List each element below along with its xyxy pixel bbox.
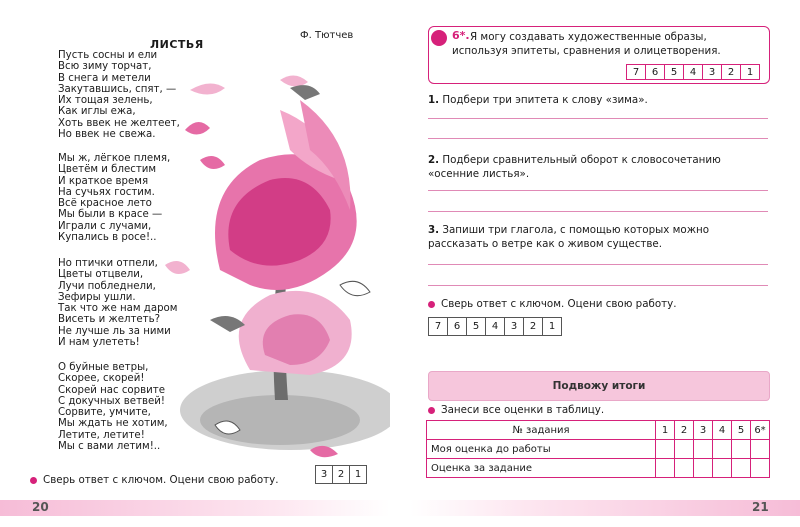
poem-line: Хоть ввек не желтеет, xyxy=(58,117,180,129)
poem-line: Всю зиму торчат, xyxy=(58,61,152,73)
question-number: 2. xyxy=(428,154,440,166)
grade-cell[interactable] xyxy=(732,459,751,478)
self-assessment-scale xyxy=(315,465,367,484)
question-text: Подбери сравнительный оборот к словосочетанию «осенние листья». xyxy=(428,154,721,180)
self-assessment-scale xyxy=(428,317,562,336)
bullet-icon xyxy=(428,407,435,414)
answer-line[interactable] xyxy=(428,211,768,212)
table-header-cell: 5 xyxy=(732,421,751,440)
scale-cell[interactable]: 6 xyxy=(645,64,664,80)
poem-line: Как иглы ежа, xyxy=(58,106,136,118)
table-header-cell: 3 xyxy=(694,421,713,440)
poem-line: Пусть сосны и ели xyxy=(58,50,158,61)
scale-cell[interactable]: 4 xyxy=(485,317,504,336)
poem-line: Сорвите, умчите, xyxy=(58,407,151,419)
question-2 xyxy=(428,153,768,181)
task-text: Я могу создавать художественные образы, используя эпитеты, сравнения и олицетворения. xyxy=(452,31,721,57)
footer-bar-left xyxy=(0,500,390,516)
poem-title: ЛИСТЬЯ xyxy=(150,38,204,51)
poem-line: В снега и метели xyxy=(58,72,151,84)
poem-line: Всё красное лето xyxy=(58,198,152,210)
page-number-left: 20 xyxy=(32,500,49,514)
scale-cell[interactable]: 3 xyxy=(504,317,523,336)
question-text: Подбери три эпитета к слову «зима». xyxy=(442,94,648,106)
summary-header: Подвожу итоги xyxy=(428,371,770,401)
poem-line: О буйные ветры, xyxy=(58,362,149,373)
grade-cell[interactable] xyxy=(732,440,751,459)
question-number: 3. xyxy=(428,224,440,236)
grade-cell[interactable] xyxy=(713,459,732,478)
scale-cell[interactable]: 2 xyxy=(721,64,740,80)
answer-line[interactable] xyxy=(428,190,768,191)
answer-line[interactable] xyxy=(428,118,768,119)
poem-line: Закутавшись, спят, — xyxy=(58,83,177,95)
summary-instruction-text: Занеси все оценки в таблицу. xyxy=(441,404,605,416)
poem-line: Скорей нас сорвите xyxy=(58,384,165,396)
table-header-row xyxy=(427,421,770,440)
poem-line: Лучи побледнели, xyxy=(58,280,156,292)
poem-line: Цветы отцвели, xyxy=(58,269,144,281)
scale-cell[interactable]: 6 xyxy=(447,317,466,336)
check-instruction xyxy=(30,474,279,486)
answer-line[interactable] xyxy=(428,264,768,265)
table-header-cell: 2 xyxy=(675,421,694,440)
poem-line: Но птички отпели, xyxy=(58,258,158,269)
poem-line: Скорее, скорей! xyxy=(58,373,145,385)
poem-line: С докучных ветвей! xyxy=(58,395,165,407)
scale-cell[interactable]: 7 xyxy=(428,317,447,336)
poem-line: Мы ждать не хотим, xyxy=(58,418,168,430)
poem-line: Цветём и блестим xyxy=(58,164,157,176)
scale-cell[interactable]: 2 xyxy=(332,465,349,484)
poem-line: Висеть и желтеть? xyxy=(58,314,161,326)
table-row xyxy=(427,459,770,478)
task-number: 6*. xyxy=(452,29,470,42)
table-header-cell: 4 xyxy=(713,421,732,440)
table-row-label: Оценка за задание xyxy=(427,459,656,478)
poem-line: Мы были в красе — xyxy=(58,209,163,221)
answer-line[interactable] xyxy=(428,138,768,139)
table-row-label: Моя оценка до работы xyxy=(427,440,656,459)
poem-line: Мы ж, лёгкое племя, xyxy=(58,153,171,164)
poem-line: Зефиры ушли. xyxy=(58,291,136,303)
check-instruction-text: Сверь ответ с ключом. Оцени свою работу. xyxy=(441,298,677,310)
poem-line: Так что же нам даром xyxy=(58,303,178,315)
scale-cell[interactable]: 1 xyxy=(740,64,760,80)
question-1 xyxy=(428,93,768,107)
grades-table xyxy=(426,420,770,478)
scale-cell[interactable]: 5 xyxy=(466,317,485,336)
grade-cell[interactable] xyxy=(656,459,675,478)
scale-cell[interactable]: 4 xyxy=(683,64,702,80)
question-text: Запиши три глагола, с помощью которых можно рассказать о ветре как о живом существе. xyxy=(428,224,709,250)
scale-cell[interactable]: 1 xyxy=(542,317,562,336)
poem-line: Но ввек не свежа. xyxy=(58,129,156,141)
table-header-cell: 6* xyxy=(751,421,770,440)
bullet-icon xyxy=(428,301,435,308)
bullet-icon xyxy=(30,477,37,484)
page-number-right: 21 xyxy=(752,500,769,514)
table-header-cell: № задания xyxy=(427,421,656,440)
star-icon xyxy=(431,30,447,46)
grade-cell[interactable] xyxy=(694,459,713,478)
poem-line: Мы с вами летим!.. xyxy=(58,441,161,453)
scale-cell[interactable]: 1 xyxy=(349,465,367,484)
check-instruction-text: Сверь ответ с ключом. Оцени свою работу. xyxy=(43,474,279,486)
poem-author: Ф. Тютчев xyxy=(300,30,354,41)
poem-stanza-4 xyxy=(58,362,168,452)
grade-cell[interactable] xyxy=(694,440,713,459)
table-header-cell: 1 xyxy=(656,421,675,440)
scale-cell[interactable]: 3 xyxy=(702,64,721,80)
poem-line: Не лучше ль за ними xyxy=(58,325,171,337)
table-row xyxy=(427,440,770,459)
question-3 xyxy=(428,223,768,251)
scale-cell[interactable]: 5 xyxy=(664,64,683,80)
answer-line[interactable] xyxy=(428,285,768,286)
autumn-tree-illustration xyxy=(160,70,390,460)
summary-instruction xyxy=(428,404,604,416)
grade-cell[interactable] xyxy=(751,440,770,459)
scale-cell[interactable]: 3 xyxy=(315,465,332,484)
task-scale xyxy=(626,64,760,80)
grade-cell[interactable] xyxy=(656,440,675,459)
question-number: 1. xyxy=(428,94,440,106)
scale-cell[interactable]: 7 xyxy=(626,64,645,80)
poem-line: И нам улететь! xyxy=(58,337,140,349)
grade-cell[interactable] xyxy=(675,440,694,459)
poem-stanza-2 xyxy=(58,153,170,243)
poem-line: И краткое время xyxy=(58,175,149,187)
poem-line: Играли с лучами, xyxy=(58,220,152,232)
scale-cell[interactable]: 2 xyxy=(523,317,542,336)
check-instruction xyxy=(428,298,677,310)
poem-line: Купались в росе!.. xyxy=(58,232,157,244)
grade-cell[interactable] xyxy=(713,440,732,459)
poem-line: Их тощая зелень, xyxy=(58,95,153,107)
poem-line: Летите, летите! xyxy=(58,429,145,441)
grade-cell[interactable] xyxy=(751,459,770,478)
poem-line: На сучьях гостим. xyxy=(58,186,155,198)
grade-cell[interactable] xyxy=(675,459,694,478)
footer-bar-right xyxy=(410,500,800,516)
